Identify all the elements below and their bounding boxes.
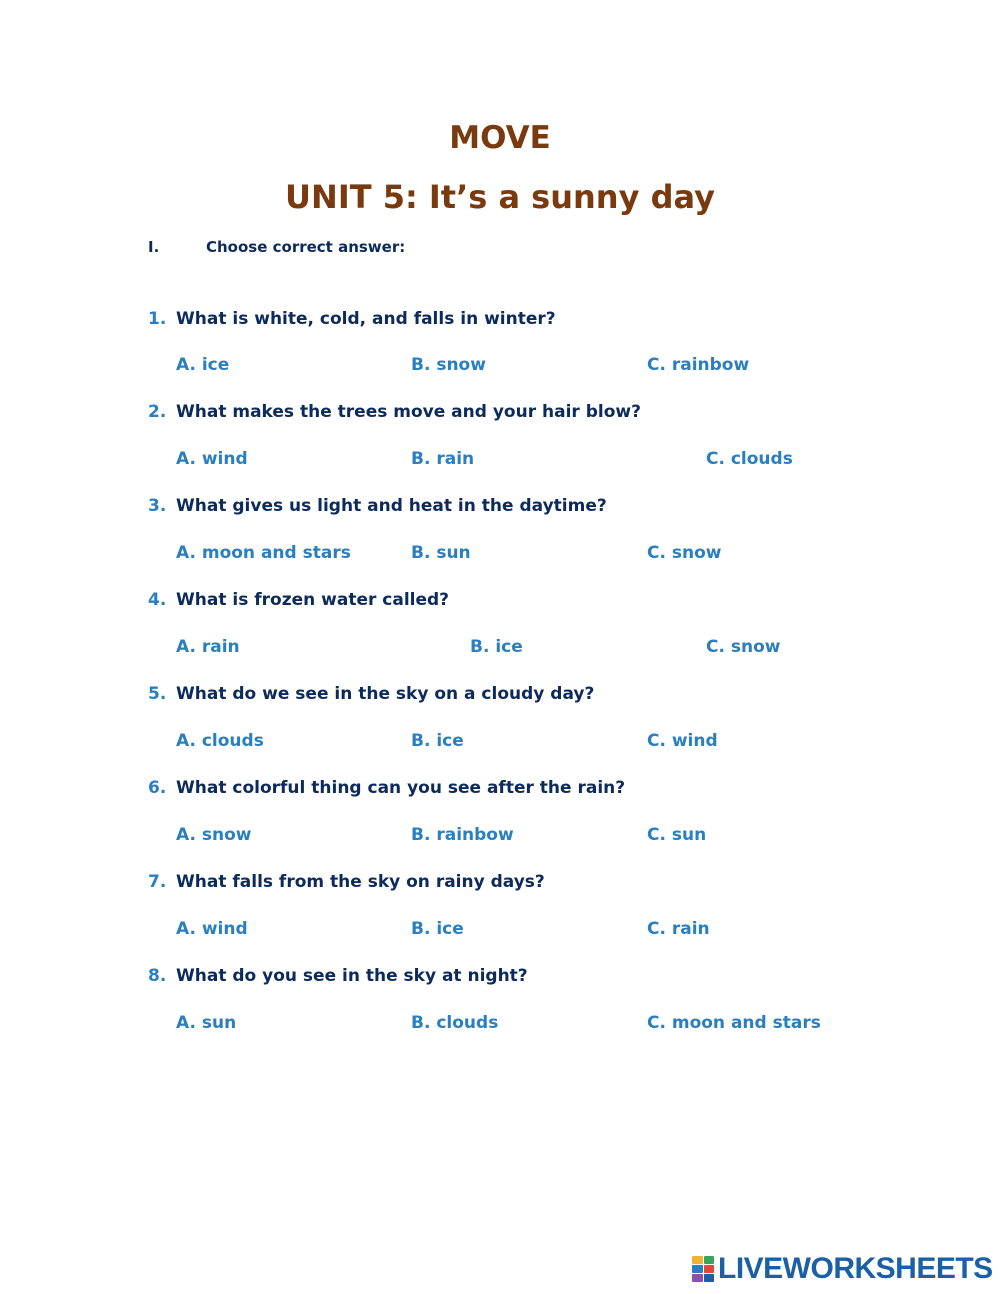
- options-5: [0, 731, 1000, 755]
- option-b[interactable]: B. rainbow: [411, 825, 514, 845]
- question-text: What is frozen water called?: [176, 590, 450, 610]
- question-text: What colorful thing can you see after the rain?: [176, 778, 626, 798]
- options-3: [0, 543, 1000, 567]
- option-b[interactable]: B. snow: [411, 355, 486, 375]
- question-number: 1.: [148, 309, 167, 329]
- options-7: [0, 919, 1000, 943]
- question-number: 6.: [148, 778, 167, 798]
- question-text: What do you see in the sky at night?: [176, 966, 528, 986]
- options-1: [0, 355, 1000, 379]
- option-c[interactable]: C. clouds: [706, 449, 793, 469]
- option-a[interactable]: A. sun: [176, 1013, 237, 1033]
- section-number: I.: [148, 238, 160, 256]
- option-c[interactable]: C. wind: [647, 731, 718, 751]
- options-8: [0, 1013, 1000, 1037]
- unit-title: UNIT 5: It’s a sunny day: [285, 178, 715, 216]
- options-4: [0, 637, 1000, 661]
- question-number: 7.: [148, 872, 167, 892]
- option-a[interactable]: A. moon and stars: [176, 543, 351, 563]
- question-text: What do we see in the sky on a cloudy day?: [176, 684, 595, 704]
- question-text: What falls from the sky on rainy days?: [176, 872, 545, 892]
- question-number: 2.: [148, 402, 167, 422]
- option-c[interactable]: C. snow: [647, 543, 722, 563]
- option-b[interactable]: B. ice: [470, 637, 523, 657]
- option-c[interactable]: C. sun: [647, 825, 707, 845]
- option-b[interactable]: B. ice: [411, 731, 464, 751]
- option-a[interactable]: A. wind: [176, 919, 248, 939]
- logo-text: LIVEWORKSHEETS: [718, 1252, 993, 1285]
- question-text: What is white, cold, and falls in winter?: [176, 309, 556, 329]
- option-b[interactable]: B. clouds: [411, 1013, 499, 1033]
- option-c[interactable]: C. rain: [647, 919, 710, 939]
- option-a[interactable]: A. clouds: [176, 731, 264, 751]
- option-c[interactable]: C. snow: [706, 637, 781, 657]
- section-instruction: Choose correct answer:: [206, 238, 406, 256]
- option-a[interactable]: A. snow: [176, 825, 252, 845]
- option-c[interactable]: C. rainbow: [647, 355, 750, 375]
- option-b[interactable]: B. ice: [411, 919, 464, 939]
- question-number: 4.: [148, 590, 167, 610]
- question-number: 3.: [148, 496, 167, 516]
- worksheet-title: MOVE: [449, 120, 551, 156]
- question-text: What makes the trees move and your hair blow?: [176, 402, 641, 422]
- option-a[interactable]: A. rain: [176, 637, 240, 657]
- option-b[interactable]: B. sun: [411, 543, 471, 563]
- option-c[interactable]: C. moon and stars: [647, 1013, 821, 1033]
- question-number: 5.: [148, 684, 167, 704]
- question-text: What gives us light and heat in the daytime?: [176, 496, 607, 516]
- options-2: [0, 449, 1000, 473]
- option-b[interactable]: B. rain: [411, 449, 475, 469]
- question-number: 8.: [148, 966, 167, 986]
- options-6: [0, 825, 1000, 849]
- option-a[interactable]: A. ice: [176, 355, 230, 375]
- option-a[interactable]: A. wind: [176, 449, 248, 469]
- liveworksheets-logo: [692, 1252, 993, 1286]
- logo-mark-icon: [692, 1256, 714, 1282]
